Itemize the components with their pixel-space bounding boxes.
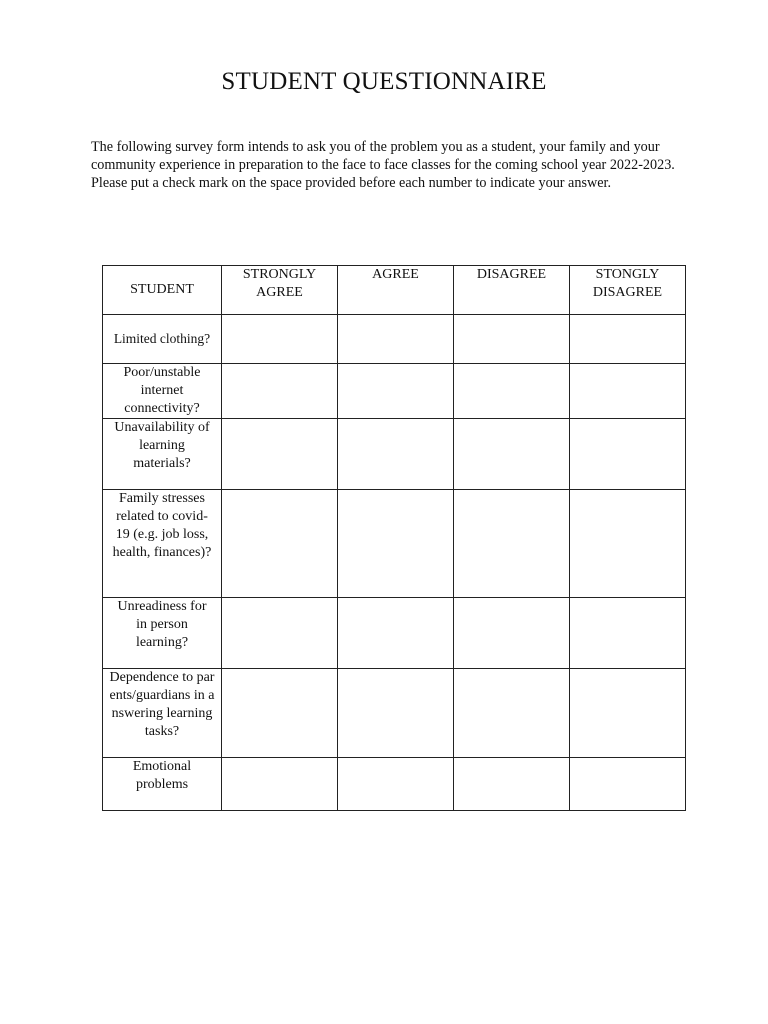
checkbox-cell-strongly-disagree[interactable] <box>570 419 686 490</box>
checkbox-cell-strongly-agree[interactable] <box>222 419 338 490</box>
table-row <box>103 419 686 490</box>
checkbox-cell-strongly-agree[interactable] <box>222 315 338 364</box>
page-title: STUDENT QUESTIONNAIRE <box>221 68 547 95</box>
checkbox-cell-strongly-agree[interactable] <box>222 364 338 419</box>
item-internet-connectivity: Poor/unstable internet connectivity? <box>103 364 222 419</box>
table-row <box>103 490 686 598</box>
checkbox-cell-disagree[interactable] <box>454 758 570 811</box>
header-disagree: DISAGREE <box>454 266 570 315</box>
header-strongly-agree: STRONGLY AGREE <box>222 266 338 315</box>
checkbox-cell-strongly-agree[interactable] <box>222 758 338 811</box>
header-agree: AGREE <box>338 266 454 315</box>
checkbox-cell-strongly-disagree[interactable] <box>570 315 686 364</box>
item-limited-clothing: Limited clothing? <box>103 315 222 364</box>
checkbox-cell-agree[interactable] <box>338 669 454 758</box>
checkbox-cell-agree[interactable] <box>338 598 454 669</box>
checkbox-cell-strongly-disagree[interactable] <box>570 364 686 419</box>
table-row <box>103 315 686 364</box>
checkbox-cell-agree[interactable] <box>338 419 454 490</box>
item-emotional-problems: Emotional problems <box>103 758 222 811</box>
checkbox-cell-strongly-disagree[interactable] <box>570 598 686 669</box>
checkbox-cell-agree[interactable] <box>338 758 454 811</box>
header-strongly-disagree: STONGLY DISAGREE <box>570 266 686 315</box>
table-header-row <box>103 266 686 315</box>
checkbox-cell-strongly-disagree[interactable] <box>570 490 686 598</box>
checkbox-cell-strongly-agree[interactable] <box>222 598 338 669</box>
instructions-paragraph: The following survey form intends to ask you of the problem you as a student, your family and your community experience in preparation to the face to face classes for the coming school year 2022-2023. Please put a check mark on the space provided before each number to indicate your answer. <box>91 139 675 191</box>
checkbox-cell-disagree[interactable] <box>454 598 570 669</box>
checkbox-cell-agree[interactable] <box>338 315 454 364</box>
checkbox-cell-disagree[interactable] <box>454 490 570 598</box>
checkbox-cell-disagree[interactable] <box>454 669 570 758</box>
table-row <box>103 758 686 811</box>
table-row <box>103 669 686 758</box>
table-row <box>103 364 686 419</box>
item-unreadiness: Unreadiness for in person learning? <box>103 598 222 669</box>
checkbox-cell-disagree[interactable] <box>454 315 570 364</box>
checkbox-cell-strongly-disagree[interactable] <box>570 758 686 811</box>
checkbox-cell-strongly-disagree[interactable] <box>570 669 686 758</box>
checkbox-cell-strongly-agree[interactable] <box>222 669 338 758</box>
checkbox-cell-disagree[interactable] <box>454 419 570 490</box>
checkbox-cell-strongly-agree[interactable] <box>222 490 338 598</box>
questionnaire-table <box>102 265 686 811</box>
item-family-stresses: Family stresses related to covid-19 (e.g. job loss, health, finances)? <box>103 490 222 598</box>
item-learning-materials: Unavailability of learning materials? <box>103 419 222 490</box>
header-student: STUDENT <box>103 266 222 315</box>
table-row <box>103 598 686 669</box>
checkbox-cell-agree[interactable] <box>338 490 454 598</box>
checkbox-cell-disagree[interactable] <box>454 364 570 419</box>
item-dependence-parents: Dependence to parents/guardians in answering learning tasks? <box>103 669 222 758</box>
checkbox-cell-agree[interactable] <box>338 364 454 419</box>
